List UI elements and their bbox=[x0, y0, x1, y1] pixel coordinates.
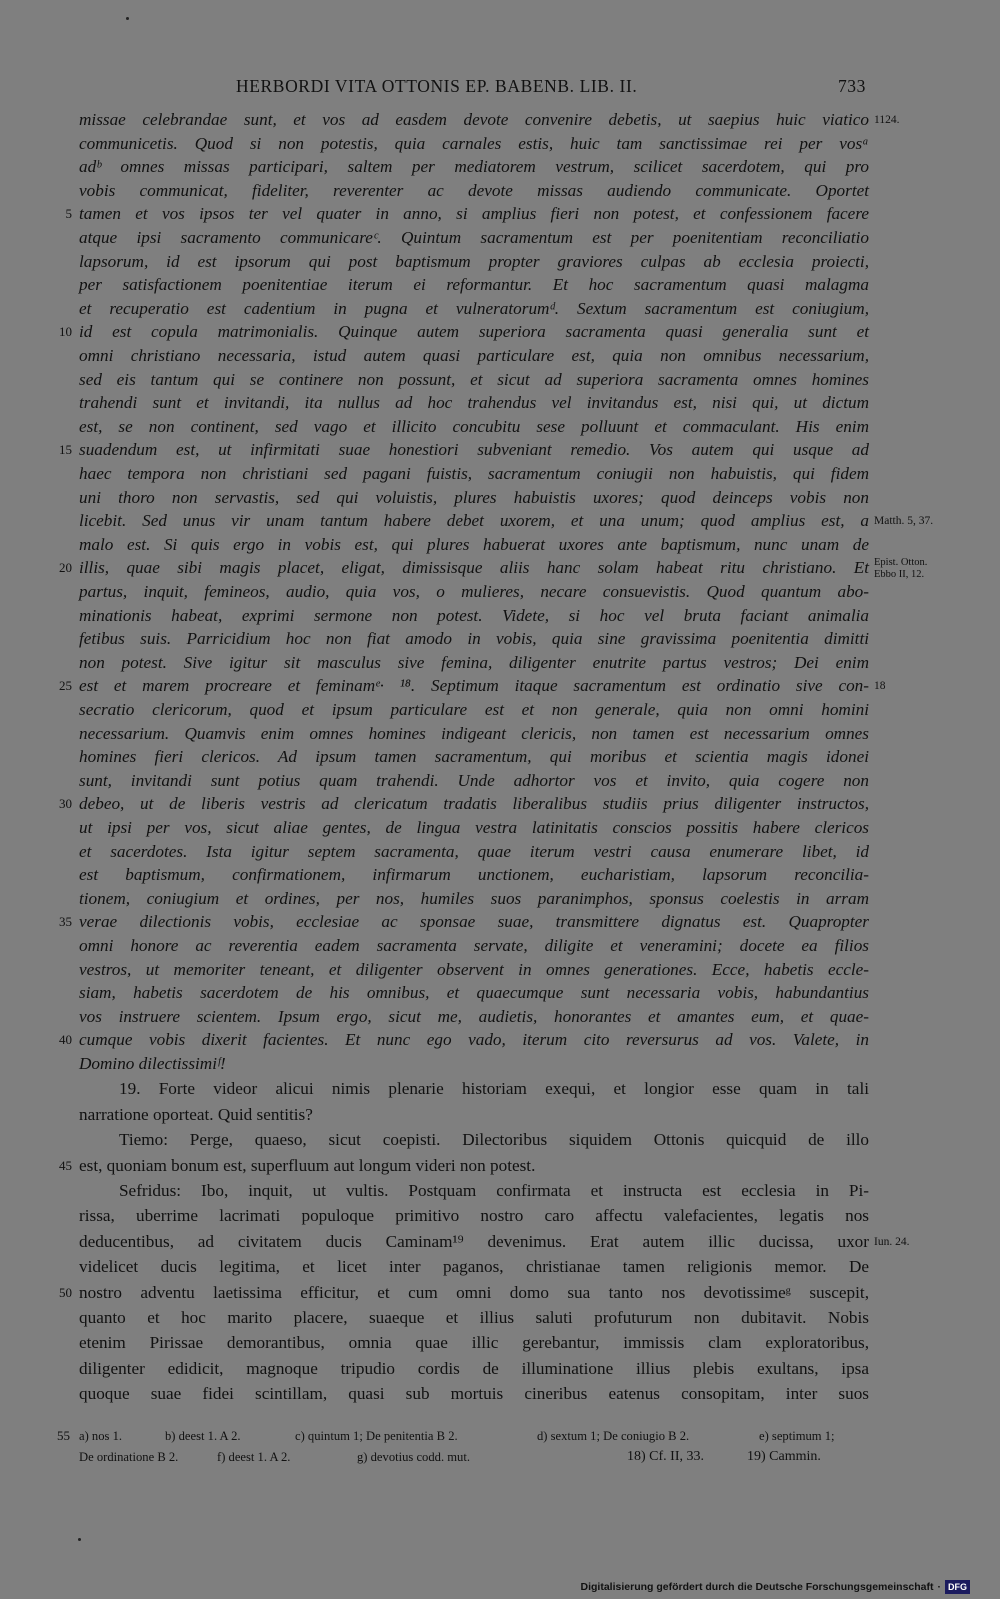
footnote-row bbox=[79, 1446, 869, 1468]
text-line: necessarium. Quamvis enim omnes homines indigeant clericis, non tamen est necessarium omnes bbox=[79, 723, 869, 743]
footnote-f: f) deest 1. A 2. bbox=[217, 1450, 291, 1464]
text-line: atque ipsi sacramento communicareᶜ. Quintum sacramentum est per poenitentiam reconciliatio bbox=[79, 228, 869, 247]
footnote-a: a) nos 1. bbox=[79, 1429, 123, 1443]
text-line: etenim Pirissae demorantibus, omnia quae illic gerebantur, immissis clam exploratoribus, bbox=[79, 1333, 869, 1353]
text-line: lapsorum, id est ipsorum qui post baptismum propter graviores culpas ab ecclesia proiecti, bbox=[79, 251, 869, 271]
text-line: vestros, ut memoriter teneant, et diligenter observent in omnes generationes. Ecce, habetis eccle- bbox=[79, 959, 869, 979]
text-line: omni honore ac reverentia eadem sacramenta servate, diligite et veneramini; docete ea filios bbox=[79, 936, 869, 955]
line-number: 20 bbox=[59, 560, 72, 576]
footnote-19: 19) Cammin. bbox=[747, 1449, 821, 1464]
margin-note: 1124. bbox=[874, 114, 900, 126]
text-line: Domino dilectissimiᶠ! bbox=[79, 1054, 226, 1073]
text-line: sed eis tantum qui se continere non possunt, et sicut ad superiora sacramenta omnes homines bbox=[79, 369, 869, 389]
footnote-line-number: 55 bbox=[57, 1428, 70, 1443]
text-line: quanto et hoc marito placere, suaeque et illius saluti profuturum non dubitavit. Nobis bbox=[79, 1308, 869, 1327]
text-line: est, se non continent, sed vago et illicito concubitu sese polluunt et commaculant. His enim bbox=[79, 416, 869, 436]
text-line: vos instruere scientem. Ipsum ergo, sicut me, audietis, honorantes et amantes eum, et quae- bbox=[79, 1006, 869, 1026]
margin-note: Matth. 5, 37. bbox=[874, 515, 934, 528]
page-number: 733 bbox=[837, 76, 866, 96]
margin-note: Epist. Otton. Ebbo II, 12. bbox=[874, 557, 928, 581]
text-line: et recuperatio est cadentium in pugna et vulneratorumᵈ. Sextum sacramentum est coniugium, bbox=[79, 298, 869, 318]
text-line: id est copula matrimonialis. Quinque autem superiora sacramenta quasi generalia sunt et bbox=[79, 322, 869, 342]
footnote-b: b) deest 1. A 2. bbox=[165, 1429, 241, 1443]
text-line: uni thoro non servastis, sed qui voluistis, plures habuistis uxores; quod deinceps vobis non bbox=[79, 487, 869, 507]
text-line: diligenter edidicit, magnoque tripudio cordis de illuminatione illius plebis exultans, ipsa bbox=[79, 1358, 869, 1378]
text-line: tionem, coniugium et ordines, per nos, humiles suos paranimphos, sponsus coelestis in arram bbox=[79, 888, 869, 908]
text-line: missae celebrandae sunt, et vos ad easdem devote convenire debetis, ut saepius huic viatico bbox=[79, 110, 869, 129]
text-line: 19. Forte videor alicui nimis plenarie historiam exequi, et longior esse quam in tali bbox=[119, 1079, 869, 1099]
text-line: illis, quae sibi magis placet, eligat, dimissisque aliis hanc solam habeat ritu christiano. Et bbox=[79, 558, 869, 578]
line-number: 15 bbox=[59, 442, 72, 458]
text-line: communicetis. Quod si non potestis, quia carnales estis, huic tam sanctissimae rei per vosᵃ bbox=[79, 133, 869, 153]
footnote-d: d) sextum 1; De coniugio B 2. bbox=[537, 1429, 690, 1443]
text-line: ut ipsi per vos, sicut aliae gentes, de lingua vestra latinitatis conscios possitis habere clericos bbox=[79, 818, 869, 837]
footnote-18: 18) Cf. II, 33. bbox=[627, 1449, 704, 1464]
text-line: tamen et vos ipsos ter vel quater in anno, si amplius fieri non potest, et confessionem facere bbox=[79, 204, 869, 224]
text-line: per satisfactionem poenitentiae iterum ei reformantur. Et hoc sacramentum quasi malagma bbox=[79, 275, 869, 295]
credit-text: Digitalisierung gefördert durch die Deutsche Forschungsgemeinschaft bbox=[580, 1581, 934, 1593]
margin-note: 18 bbox=[874, 680, 886, 693]
text-line: suadendum est, ut infirmitati suae honestiori subveniant remedio. Vos autem qui usque ad bbox=[79, 440, 869, 460]
text-line: est, quoniam bonum est, superfluum aut longum videri non potest. bbox=[79, 1155, 536, 1175]
footnote-e-cont: De ordinatione B 2. bbox=[79, 1450, 179, 1464]
line-number: 5 bbox=[65, 206, 72, 222]
text-line: non potest. Sive igitur sit masculus sive femina, diligenter enutrite partus vestros; Dei enim bbox=[79, 652, 869, 672]
text-line: trahendi sunt et invitandi, ita nullus ad hoc trahendus vel invitandus est, nisi qui, ut dictum bbox=[79, 393, 869, 413]
text-line: fetibus suis. Parricidium hoc non fiat amodo in vobis, quia sine gravissima poenitentia dimitti bbox=[79, 629, 869, 649]
scan-speck bbox=[126, 17, 129, 20]
text-line: vobis communicat, fideliter, reverenter ac devote missas audiendo communicate. Oportet bbox=[79, 180, 869, 200]
text-line: siam, habetis sacerdotem de his omnibus, et quaecumque sunt necessaria vobis, habundantius bbox=[79, 983, 869, 1003]
text-line: nostro adventu laetissima efficitur, et cum omni domo sua tanto nos devotissimeᵍ suscepit, bbox=[79, 1282, 869, 1302]
text-line: partus, inquit, femineos, audio, quia vos, o mulieres, necare consuevistis. Quod quantum abo- bbox=[79, 582, 869, 601]
running-header bbox=[200, 76, 880, 102]
scan-speck bbox=[78, 1538, 81, 1541]
text-line: est et marem procreare et feminamᵉ· ¹⁸. Septimum itaque sacramentum est ordinatio sive con- bbox=[79, 676, 869, 696]
text-line: verae dilectionis vobis, ecclesiae ac sponsae suae, transmittere dignatus est. Quapropter bbox=[79, 912, 869, 932]
running-title: HERBORDI VITA OTTONIS EP. BABENB. LIB. II. bbox=[236, 76, 638, 96]
footnote-row bbox=[57, 1425, 869, 1447]
text-line: Sefridus: Ibo, inquit, ut vultis. Postquam confirmata et instructa est ecclesia in Pi- bbox=[119, 1181, 869, 1200]
margin-note: Iun. 24. bbox=[874, 1235, 910, 1248]
text-line: videlicet ducis legitima, et licet inter paganos, christianae tamen religionis memor. De bbox=[79, 1257, 869, 1277]
text-line: debeo, ut de liberis vestris ad clericatum tradatis liberalibus studiis prius diligenter instructos, bbox=[79, 794, 869, 814]
line-number: 45 bbox=[59, 1157, 72, 1173]
text-line: minationis habeat, exprimi sermone non potest. Videte, si hoc vel bruta faciant animalia bbox=[79, 605, 869, 625]
text-line: quoque suae fidei scintillam, quasi sub mortuis cineribus eatenus consopitam, inter suos bbox=[79, 1384, 869, 1404]
line-number: 50 bbox=[59, 1284, 72, 1300]
text-line: adᵇ omnes missas participari, saltem per mediatorem vestrum, scilicet sacerdotem, qui pro bbox=[79, 157, 869, 177]
text-line: malo est. Si quis ergo in vobis est, qui plures habuerat uxores ante baptismum, nunc unam de bbox=[79, 534, 869, 554]
footnote-c: c) quintum 1; De penitentia B 2. bbox=[295, 1429, 458, 1443]
line-number: 40 bbox=[59, 1032, 72, 1048]
text-line: secratio clericorum, quod et ipsum particulare est et non generale, quia non omni homini bbox=[79, 700, 869, 719]
text-line: est baptismum, confirmationem, infirmarum unctionem, eucharistiam, lapsorum reconcilia- bbox=[79, 865, 869, 885]
footnote-e: e) septimum 1; bbox=[759, 1429, 835, 1443]
text-line: sunt, invitandi sunt potius quam trahendi. Unde adhortor vos et invito, quia cogere non bbox=[79, 770, 869, 790]
dfg-logo: DFG bbox=[945, 1580, 970, 1594]
text-line: haec tempora non christiani sed pagani fuistis, sacramentum coniugii non habuistis, qui fidem bbox=[79, 464, 869, 483]
text-line: et sacerdotes. Ista igitur septem sacramenta, quae iterum vestri causa enumerare libet, id bbox=[79, 841, 869, 861]
line-number: 30 bbox=[59, 796, 72, 812]
text-line: cumque vobis dixerit facientes. Et nunc ego vado, iterum cito reversurus ad vos. Valete, in bbox=[79, 1030, 869, 1050]
line-number: 25 bbox=[59, 678, 72, 694]
text-line: homines fieri clericos. Ad ipsum tamen sacramentum, qui moribus et scientia magis idonei bbox=[79, 747, 869, 767]
text-line: licebit. Sed unus vir unam tantum habere debet uxorem, et una unum; quod amplius est, a bbox=[79, 511, 869, 531]
text-line: narratione oporteat. Quid sentitis? bbox=[79, 1104, 313, 1124]
text-line: rissa, uberrime lacrimati populoque primitivo nostro caro affectu valefacientes, legatis nos bbox=[79, 1206, 869, 1226]
text-line: omni christiano necessaria, istud autem quasi particulare est, quia non omnibus necessarium, bbox=[79, 346, 869, 365]
footnote-g: g) devotius codd. mut. bbox=[357, 1450, 470, 1464]
line-number: 10 bbox=[59, 324, 72, 340]
line-number: 35 bbox=[59, 914, 72, 930]
digitization-credit: Digitalisierung gefördert durch die Deutsche Forschungsgemeinschaft · DFG bbox=[581, 1578, 970, 1596]
text-line: deducentibus, ad civitatem ducis Caminam¹⁹ devenimus. Erat autem illic ducissa, uxor bbox=[79, 1231, 869, 1251]
text-line: Tiemo: Perge, quaeso, sicut coepisti. Dilectoribus siquidem Ottonis quicquid de illo bbox=[119, 1130, 869, 1150]
